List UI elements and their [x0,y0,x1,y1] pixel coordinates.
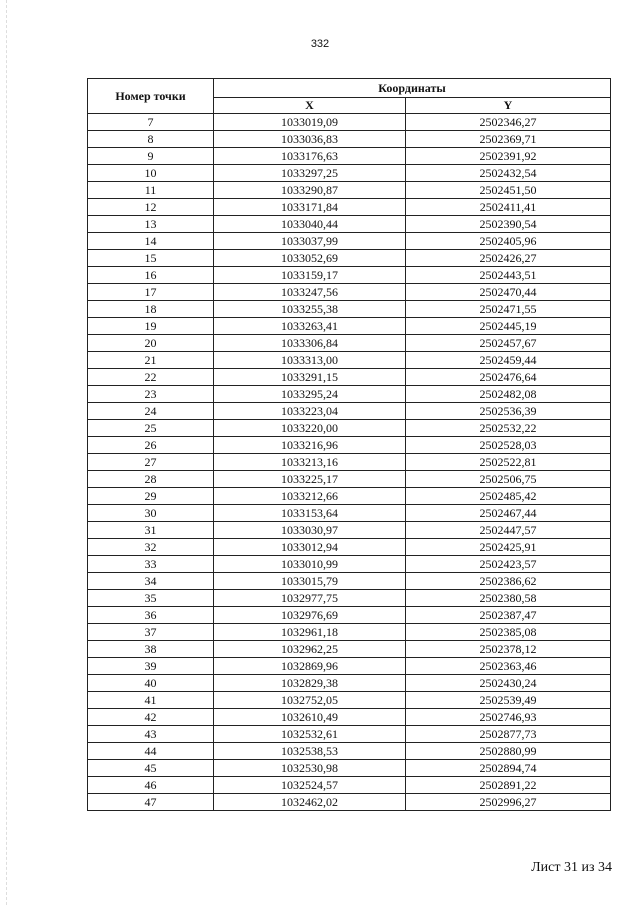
table-row [88,267,611,284]
y-coordinate-cell: 2502378,12 [406,641,611,658]
y-coordinate-cell: 2502894,74 [406,760,611,777]
y-coordinate-cell: 2502369,71 [406,131,611,148]
point-number-cell: 23 [88,386,214,403]
point-number-cell: 44 [88,743,214,760]
x-coordinate-cell: 1033030,97 [214,522,406,539]
point-number-cell: 33 [88,556,214,573]
point-number-cell: 34 [88,573,214,590]
table-row [88,522,611,539]
table-row [88,794,611,811]
table-row [88,607,611,624]
y-coordinate-cell: 2502470,44 [406,284,611,301]
x-coordinate-cell: 1032462,02 [214,794,406,811]
sheet-label: Лист 31 из 34 [531,860,612,875]
x-coordinate-cell: 1032976,69 [214,607,406,624]
y-coordinate-cell: 2502445,19 [406,318,611,335]
y-coordinate-cell: 2502459,44 [406,352,611,369]
x-coordinate-cell: 1032532,61 [214,726,406,743]
x-coordinate-cell: 1032829,38 [214,675,406,692]
y-coordinate-cell: 2502425,91 [406,539,611,556]
y-coordinate-cell: 2502467,44 [406,505,611,522]
point-number-cell: 8 [88,131,214,148]
table-row [88,743,611,760]
table-row [88,471,611,488]
y-coordinate-cell: 2502485,42 [406,488,611,505]
table-row [88,403,611,420]
y-coordinate-cell: 2502386,62 [406,573,611,590]
y-coordinate-cell: 2502877,73 [406,726,611,743]
table-row [88,437,611,454]
x-coordinate-cell: 1033290,87 [214,182,406,199]
point-number-cell: 43 [88,726,214,743]
point-number-cell: 16 [88,267,214,284]
y-coordinate-cell: 2502996,27 [406,794,611,811]
table-row [88,726,611,743]
point-number-cell: 30 [88,505,214,522]
table-row [88,641,611,658]
y-coordinate-cell: 2502451,50 [406,182,611,199]
y-coordinate-cell: 2502346,27 [406,114,611,131]
table-row [88,658,611,675]
point-number-cell: 35 [88,590,214,607]
table-row [88,335,611,352]
table-row [88,692,611,709]
y-coordinate-cell: 2502363,46 [406,658,611,675]
table-row [88,199,611,216]
table-row [88,590,611,607]
table-row [88,216,611,233]
table-body [88,114,611,811]
y-coordinate-cell: 2502405,96 [406,233,611,250]
x-coordinate-cell: 1033247,56 [214,284,406,301]
point-number-cell: 19 [88,318,214,335]
point-number-cell: 38 [88,641,214,658]
point-number-cell: 45 [88,760,214,777]
point-number-cell: 22 [88,369,214,386]
point-number-cell: 18 [88,301,214,318]
x-coordinate-cell: 1033216,96 [214,437,406,454]
y-coordinate-cell: 2502522,81 [406,454,611,471]
table-row [88,556,611,573]
point-number-cell: 12 [88,199,214,216]
x-coordinate-cell: 1033010,99 [214,556,406,573]
point-number-cell: 41 [88,692,214,709]
x-coordinate-cell: 1033019,09 [214,114,406,131]
x-coordinate-cell: 1032538,53 [214,743,406,760]
y-coordinate-cell: 2502447,57 [406,522,611,539]
point-number-cell: 14 [88,233,214,250]
table-row [88,386,611,403]
coordinates-table [87,78,611,811]
point-number-cell: 25 [88,420,214,437]
header-x: X [214,98,406,114]
x-coordinate-cell: 1033291,15 [214,369,406,386]
x-coordinate-cell: 1033040,44 [214,216,406,233]
header-point-number: Номер точки [88,79,214,114]
x-coordinate-cell: 1032610,49 [214,709,406,726]
point-number-cell: 36 [88,607,214,624]
x-coordinate-cell: 1033223,04 [214,403,406,420]
y-coordinate-cell: 2502482,08 [406,386,611,403]
y-coordinate-cell: 2502423,57 [406,556,611,573]
table-row [88,369,611,386]
table-row [88,539,611,556]
x-coordinate-cell: 1033220,00 [214,420,406,437]
x-coordinate-cell: 1033036,83 [214,131,406,148]
point-number-cell: 24 [88,403,214,420]
x-coordinate-cell: 1033176,63 [214,148,406,165]
y-coordinate-cell: 2502471,55 [406,301,611,318]
x-coordinate-cell: 1032962,25 [214,641,406,658]
point-number-cell: 40 [88,675,214,692]
x-coordinate-cell: 1032752,05 [214,692,406,709]
y-coordinate-cell: 2502539,49 [406,692,611,709]
point-number-cell: 28 [88,471,214,488]
y-coordinate-cell: 2502387,47 [406,607,611,624]
x-coordinate-cell: 1033171,84 [214,199,406,216]
table-row [88,420,611,437]
point-number-cell: 13 [88,216,214,233]
x-coordinate-cell: 1033153,64 [214,505,406,522]
y-coordinate-cell: 2502891,22 [406,777,611,794]
point-number-cell: 31 [88,522,214,539]
point-number-cell: 26 [88,437,214,454]
table-row [88,573,611,590]
y-coordinate-cell: 2502532,22 [406,420,611,437]
x-coordinate-cell: 1032869,96 [214,658,406,675]
table-row [88,318,611,335]
point-number-cell: 21 [88,352,214,369]
point-number-cell: 32 [88,539,214,556]
x-coordinate-cell: 1032977,75 [214,590,406,607]
y-coordinate-cell: 2502746,93 [406,709,611,726]
point-number-cell: 46 [88,777,214,794]
point-number-cell: 37 [88,624,214,641]
point-number-cell: 9 [88,148,214,165]
y-coordinate-cell: 2502506,75 [406,471,611,488]
table-row [88,301,611,318]
page-number: 332 [310,38,330,50]
x-coordinate-cell: 1033255,38 [214,301,406,318]
header-coordinates: Координаты [214,79,611,98]
point-number-cell: 7 [88,114,214,131]
table-row [88,709,611,726]
x-coordinate-cell: 1032961,18 [214,624,406,641]
table-row [88,114,611,131]
point-number-cell: 47 [88,794,214,811]
x-coordinate-cell: 1032524,57 [214,777,406,794]
table-row [88,182,611,199]
x-coordinate-cell: 1033225,17 [214,471,406,488]
y-coordinate-cell: 2502385,08 [406,624,611,641]
table-row [88,777,611,794]
table-row [88,148,611,165]
x-coordinate-cell: 1032530,98 [214,760,406,777]
y-coordinate-cell: 2502391,92 [406,148,611,165]
x-coordinate-cell: 1033037,99 [214,233,406,250]
table-row [88,352,611,369]
table-row [88,131,611,148]
x-coordinate-cell: 1033306,84 [214,335,406,352]
x-coordinate-cell: 1033012,94 [214,539,406,556]
x-coordinate-cell: 1033313,00 [214,352,406,369]
point-number-cell: 29 [88,488,214,505]
y-coordinate-cell: 2502426,27 [406,250,611,267]
y-coordinate-cell: 2502443,51 [406,267,611,284]
y-coordinate-cell: 2502380,58 [406,590,611,607]
y-coordinate-cell: 2502411,41 [406,199,611,216]
header-y: Y [406,98,611,114]
table-row [88,675,611,692]
x-coordinate-cell: 1033212,66 [214,488,406,505]
table-row [88,233,611,250]
x-coordinate-cell: 1033159,17 [214,267,406,284]
table-row [88,488,611,505]
table-row [88,760,611,777]
point-number-cell: 27 [88,454,214,471]
y-coordinate-cell: 2502390,54 [406,216,611,233]
y-coordinate-cell: 2502880,99 [406,743,611,760]
point-number-cell: 10 [88,165,214,182]
y-coordinate-cell: 2502432,54 [406,165,611,182]
point-number-cell: 15 [88,250,214,267]
y-coordinate-cell: 2502536,39 [406,403,611,420]
x-coordinate-cell: 1033052,69 [214,250,406,267]
x-coordinate-cell: 1033297,25 [214,165,406,182]
x-coordinate-cell: 1033015,79 [214,573,406,590]
table-row [88,250,611,267]
x-coordinate-cell: 1033263,41 [214,318,406,335]
x-coordinate-cell: 1033295,24 [214,386,406,403]
point-number-cell: 17 [88,284,214,301]
table-row [88,505,611,522]
y-coordinate-cell: 2502457,67 [406,335,611,352]
point-number-cell: 20 [88,335,214,352]
page-edge-line [6,0,7,905]
table-row [88,284,611,301]
y-coordinate-cell: 2502528,03 [406,437,611,454]
point-number-cell: 39 [88,658,214,675]
table-row [88,454,611,471]
table-row [88,624,611,641]
point-number-cell: 42 [88,709,214,726]
table-row [88,165,611,182]
x-coordinate-cell: 1033213,16 [214,454,406,471]
y-coordinate-cell: 2502430,24 [406,675,611,692]
point-number-cell: 11 [88,182,214,199]
y-coordinate-cell: 2502476,64 [406,369,611,386]
